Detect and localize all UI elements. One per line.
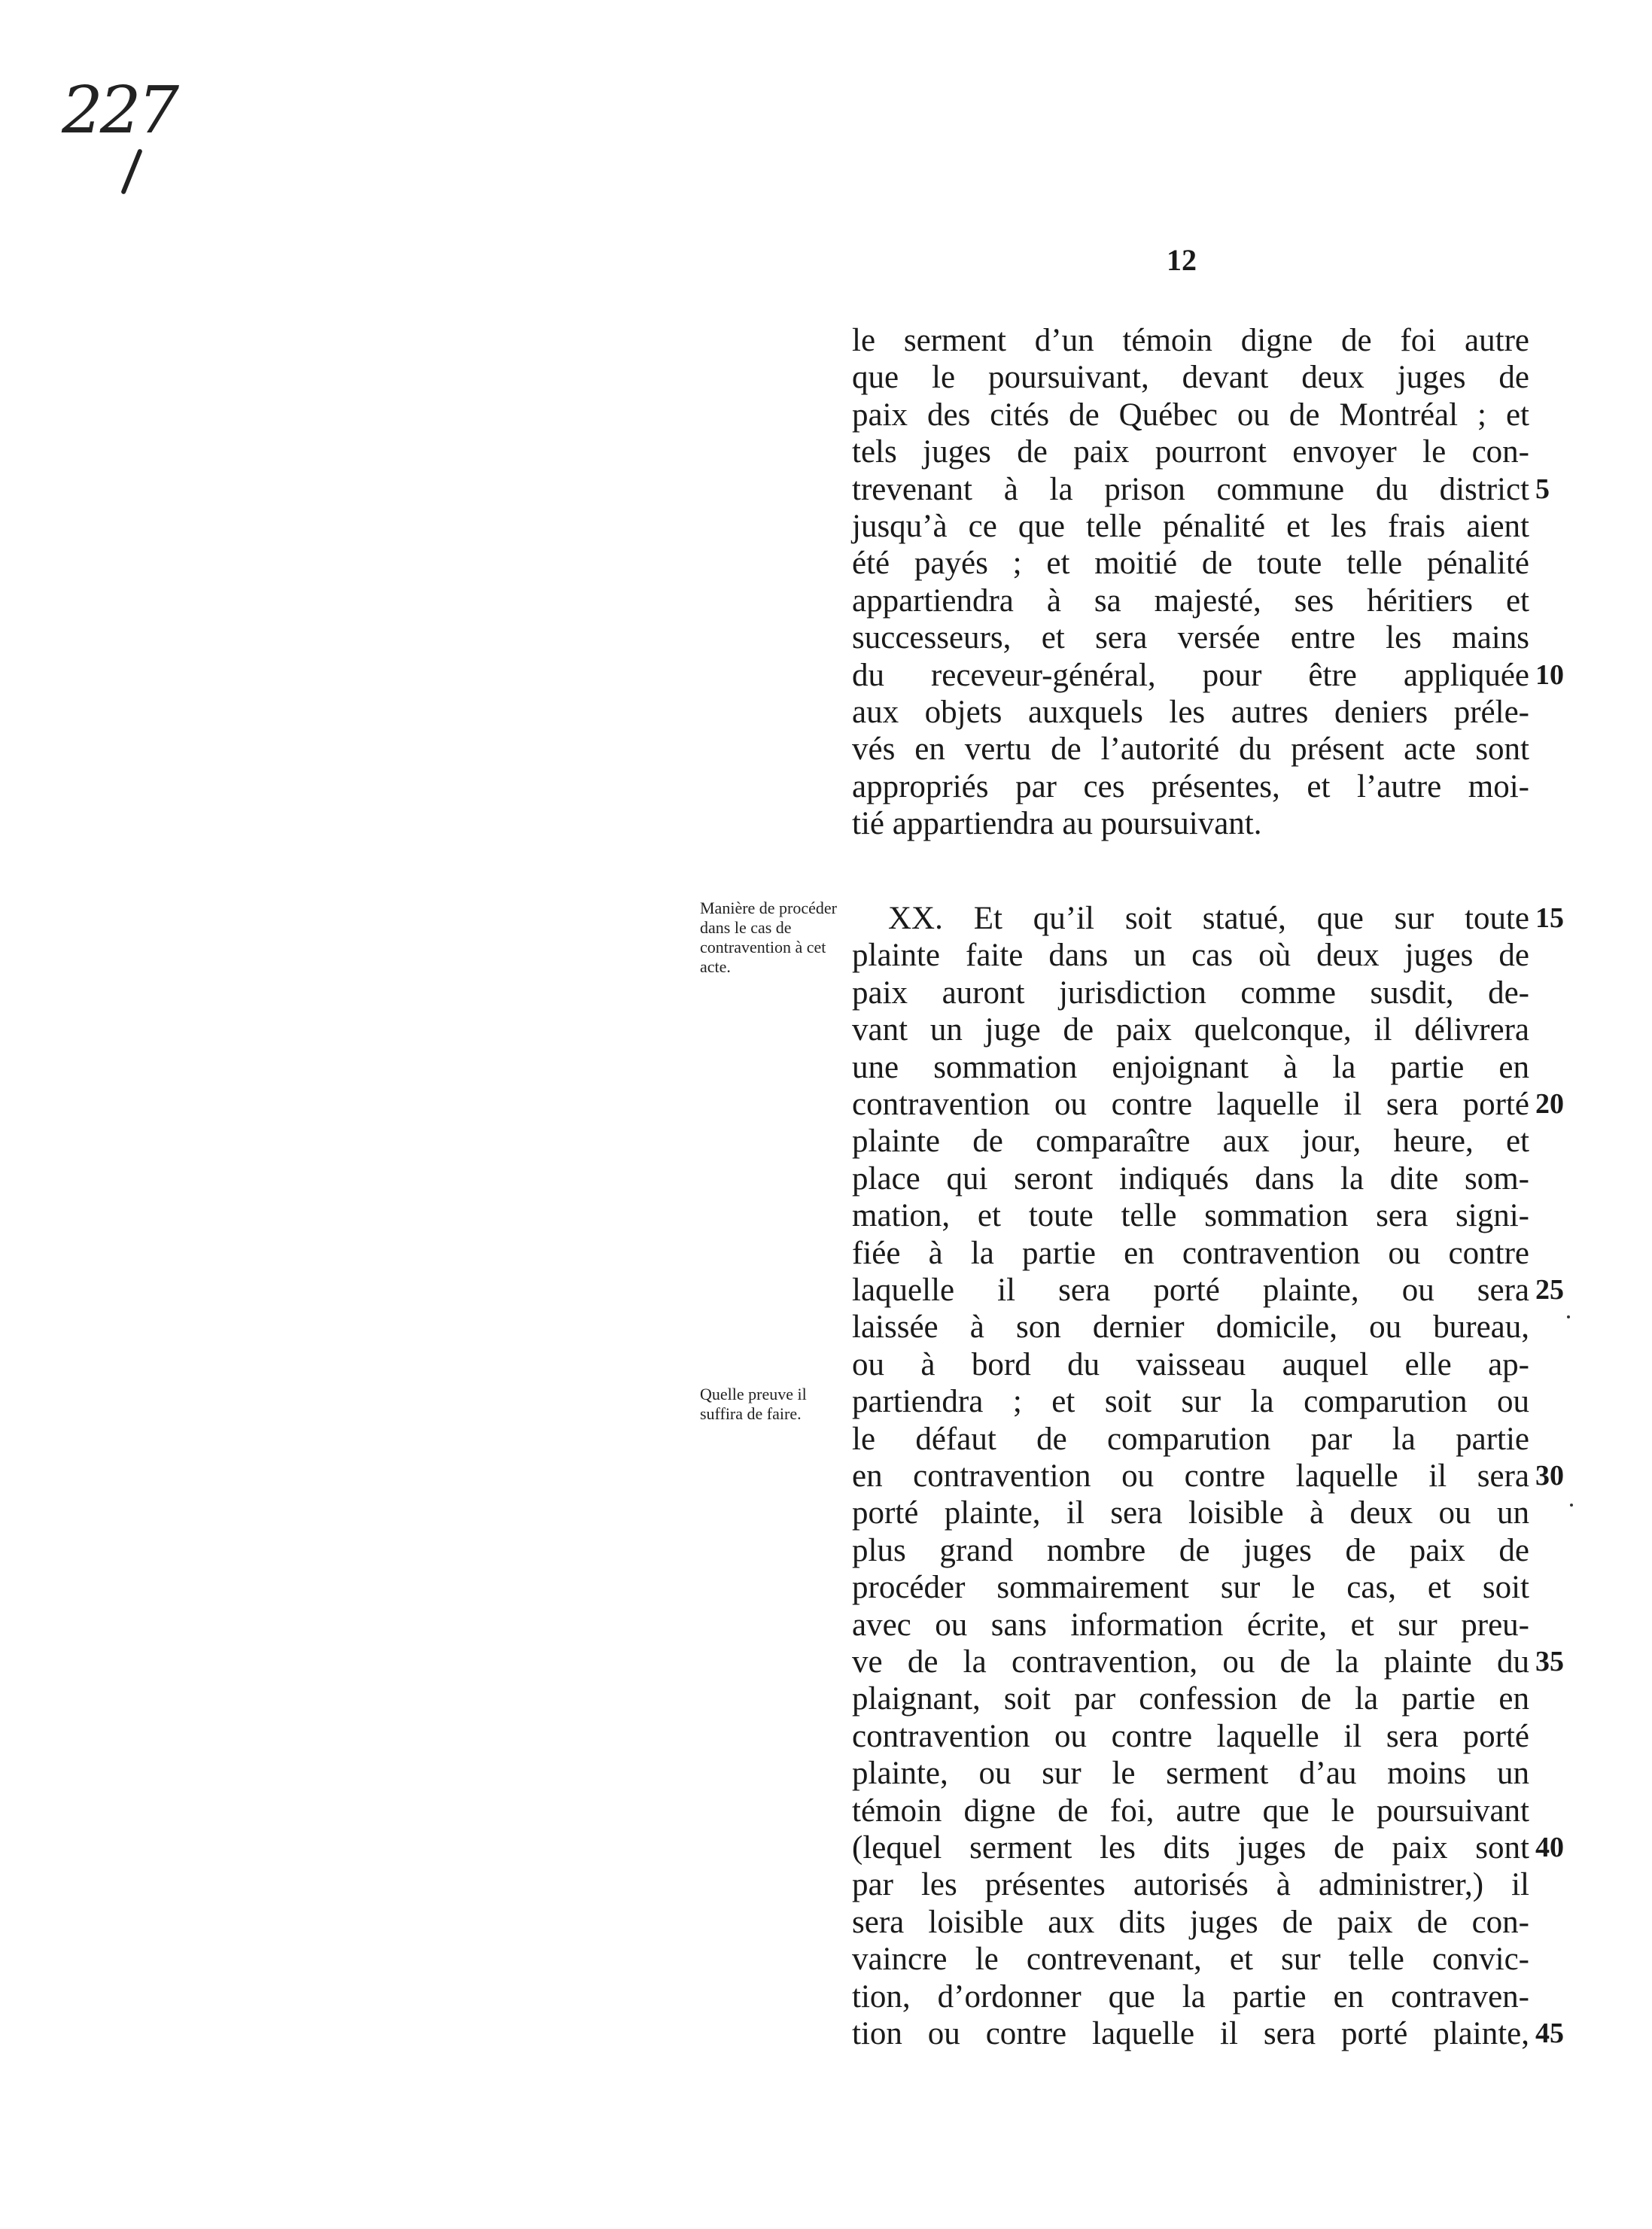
text-line: appartiendra à sa majesté, ses héritiers et: [852, 582, 1529, 619]
text-line: témoin digne de foi, autre que le poursuivant: [852, 1793, 1529, 1829]
text-line: avec ou sans information écrite, et sur preu-: [852, 1607, 1529, 1643]
text-line: jusqu’à ce que telle pénalité et les frais aient: [852, 509, 1529, 544]
line-number: 15: [1535, 902, 1564, 934]
text-line: tion, d’ordonner que la partie en contraven-: [852, 1978, 1529, 2015]
text-line: que le poursuivant, devant deux juges de: [852, 360, 1529, 396]
text-line: plainte faite dans un cas où deux juges de: [852, 938, 1529, 974]
text-line: ve de la contravention, ou de la plainte du: [852, 1644, 1529, 1680]
line-number: 30: [1535, 1460, 1564, 1492]
page-number: 12: [1167, 243, 1197, 277]
text-line: vant un juge de paix quelconque, il délivrera: [852, 1012, 1529, 1048]
line-number: 35: [1535, 1646, 1564, 1677]
text-line: plainte, ou sur le serment d’au moins un: [852, 1756, 1529, 1792]
text-line: porté plainte, il sera loisible à deux ou un: [852, 1495, 1529, 1531]
text-line: XX. Et qu’il soit statué, que sur toute: [888, 901, 1529, 936]
text-line: le serment d’un témoin digne de foi autre: [852, 323, 1529, 358]
text-line: par les présentes autorisés à administrer,) il: [852, 1867, 1529, 1903]
text-line: mation, et toute telle sommation sera signi-: [852, 1198, 1529, 1234]
text-line: une sommation enjoignant à la partie en: [852, 1049, 1529, 1085]
text-line: du receveur-général, pour être appliquée: [852, 657, 1529, 693]
text-line: plus grand nombre de juges de paix de: [852, 1532, 1529, 1568]
text-line: en contravention ou contre laquelle il sera: [852, 1458, 1529, 1494]
text-line: trevenant à la prison commune du district: [852, 471, 1529, 507]
text-line: le défaut de comparution par la partie: [852, 1421, 1529, 1457]
text-line: (lequel serment les dits juges de paix sont: [852, 1830, 1529, 1866]
line-number: 20: [1535, 1088, 1564, 1120]
text-line: contravention ou contre laquelle il sera porté: [852, 1087, 1529, 1122]
text-line: tié appartiendra au poursuivant.: [852, 806, 1262, 842]
text-line: paix auront jurisdiction comme susdit, de-: [852, 975, 1529, 1011]
text-line: successeurs, et sera versée entre les mains: [852, 620, 1529, 656]
line-number: 40: [1535, 1832, 1564, 1863]
text-line: ou à bord du vaisseau auquel elle ap-: [852, 1346, 1529, 1382]
text-line: laquelle il sera porté plainte, ou sera: [852, 1273, 1529, 1308]
text-line: vaincre le contrevenant, et sur telle convic-: [852, 1942, 1529, 1978]
margin-note-proof: Quelle preuve il suffira de faire.: [700, 1385, 807, 1424]
text-line: plaignant, soit par confession de la partie en: [852, 1681, 1529, 1717]
text-line: contravention ou contre laquelle il sera porté: [852, 1718, 1529, 1754]
text-line: paix des cités de Québec ou de Montréal ; et: [852, 397, 1529, 433]
text-line: été payés ; et moitié de toute telle pénalité: [852, 546, 1529, 582]
text-line: fiée à la partie en contravention ou contre: [852, 1235, 1529, 1271]
line-number: 25: [1535, 1274, 1564, 1306]
print-speck: [1567, 1315, 1570, 1318]
text-line: appropriés par ces présentes, et l’autre moi-: [852, 768, 1529, 804]
text-line: vés en vertu de l’autorité du présent acte sont: [852, 731, 1529, 768]
print-speck: [1570, 1504, 1573, 1507]
text-line: tion ou contre laquelle il sera porté plainte,: [852, 2016, 1529, 2051]
text-line: partiendra ; et soit sur la comparution ou: [852, 1384, 1529, 1420]
margin-note-procedure: Manière de procéder dans le cas de contravention à cet acte.: [700, 899, 838, 976]
text-line: laissée à son dernier domicile, ou bureau,: [852, 1309, 1529, 1346]
text-line: tels juges de paix pourront envoyer le con-: [852, 434, 1529, 470]
line-number: 45: [1535, 2018, 1564, 2049]
line-number: 10: [1535, 658, 1564, 691]
handwritten-stroke: [120, 148, 143, 195]
text-line: sera loisible aux dits juges de paix de con-: [852, 1904, 1529, 1940]
text-line: aux objets auxquels les autres deniers préle-: [852, 695, 1529, 730]
text-line: procéder sommairement sur le cas, et soit: [852, 1570, 1529, 1606]
text-line: place qui seront indiqués dans la dite som-: [852, 1160, 1529, 1197]
text-line: plainte de comparaître aux jour, heure, et: [852, 1124, 1529, 1160]
line-number: 5: [1535, 473, 1550, 505]
handwritten-folio-number: 227: [62, 73, 177, 148]
